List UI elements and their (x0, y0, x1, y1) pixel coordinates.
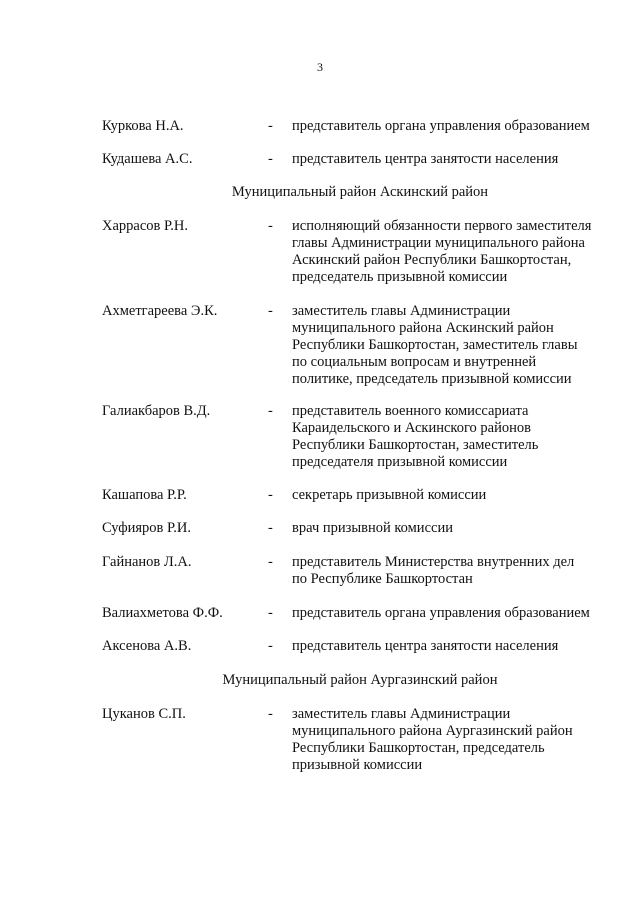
role-line: по Республике Башкортостан (292, 571, 473, 587)
role-line: главы Администрации муниципального района (292, 235, 585, 251)
section-heading: Муниципальный район Аургазинский район (222, 672, 498, 688)
role-line: призывной комиссии (292, 757, 423, 773)
member-name: Аксенова А.В. (102, 638, 192, 654)
separator-dash: - (268, 487, 273, 503)
separator-dash: - (268, 303, 273, 319)
separator-dash: - (268, 118, 273, 134)
separator-dash: - (268, 520, 273, 536)
member-name: Гайнанов Л.А. (102, 554, 192, 570)
role-line: Аскинский район Республики Башкортостан, (292, 252, 572, 268)
role-line: врач призывной комиссии (292, 520, 453, 536)
separator-dash: - (268, 403, 273, 419)
separator-dash: - (268, 554, 273, 570)
role-line: Республики Башкортостан, заместитель (292, 437, 539, 453)
member-name: Кашапова Р.Р. (102, 487, 187, 503)
member-name: Суфияров Р.И. (102, 520, 191, 536)
member-role (292, 151, 632, 168)
role-line: Караидельского и Аскинского районов (292, 420, 531, 436)
separator-dash: - (268, 706, 273, 722)
role-line: заместитель главы Администрации (292, 706, 511, 722)
section-heading: Муниципальный район Аскинский район (231, 184, 489, 200)
separator-dash: - (268, 605, 273, 621)
member-name: Харрасов Р.Н. (102, 218, 188, 234)
role-line: председателя призывной комиссии (292, 454, 508, 470)
member-role (292, 520, 632, 537)
member-role (292, 303, 632, 388)
separator-dash: - (268, 638, 273, 654)
member-role (292, 605, 632, 622)
member-name: Куркова Н.А. (102, 118, 184, 134)
member-role (292, 487, 632, 504)
role-line: представитель центра занятости населения (292, 151, 559, 167)
member-role (292, 554, 632, 588)
role-line: заместитель главы Администрации (292, 303, 511, 319)
member-name: Валиахметова Ф.Ф. (102, 605, 223, 621)
separator-dash: - (268, 151, 273, 167)
member-name: Ахметгареева Э.К. (102, 303, 218, 319)
role-line: Республики Башкортостан, заместитель главы (292, 337, 578, 353)
role-line: представитель Министерства внутренних дел (292, 554, 575, 570)
role-line: представитель органа управления образованием (292, 118, 590, 134)
member-role (292, 403, 632, 471)
member-name: Кудашева А.С. (102, 151, 193, 167)
member-role (292, 638, 632, 655)
role-line: муниципального района Аургазинский район (292, 723, 573, 739)
separator-dash: - (268, 218, 273, 234)
member-role (292, 706, 632, 774)
role-line: политике, председатель призывной комиссии (292, 371, 572, 387)
role-line: представитель центра занятости населения (292, 638, 559, 654)
member-role (292, 118, 632, 135)
role-line: председатель призывной комиссии (292, 269, 508, 285)
role-line: представитель органа управления образованием (292, 605, 590, 621)
role-line: муниципального района Аскинский район (292, 320, 554, 336)
role-line: по социальным вопросам и внутренней (292, 354, 537, 370)
page-number: 3 (317, 60, 323, 74)
role-line: Республики Башкортостан, председатель (292, 740, 545, 756)
role-line: секретарь призывной комиссии (292, 487, 487, 503)
member-role (292, 218, 632, 286)
role-line: представитель военного комиссариата (292, 403, 529, 419)
role-line: исполняющий обязанности первого заместителя (292, 218, 592, 234)
member-name: Цуканов С.П. (102, 706, 186, 722)
member-name: Галиакбаров В.Д. (102, 403, 211, 419)
